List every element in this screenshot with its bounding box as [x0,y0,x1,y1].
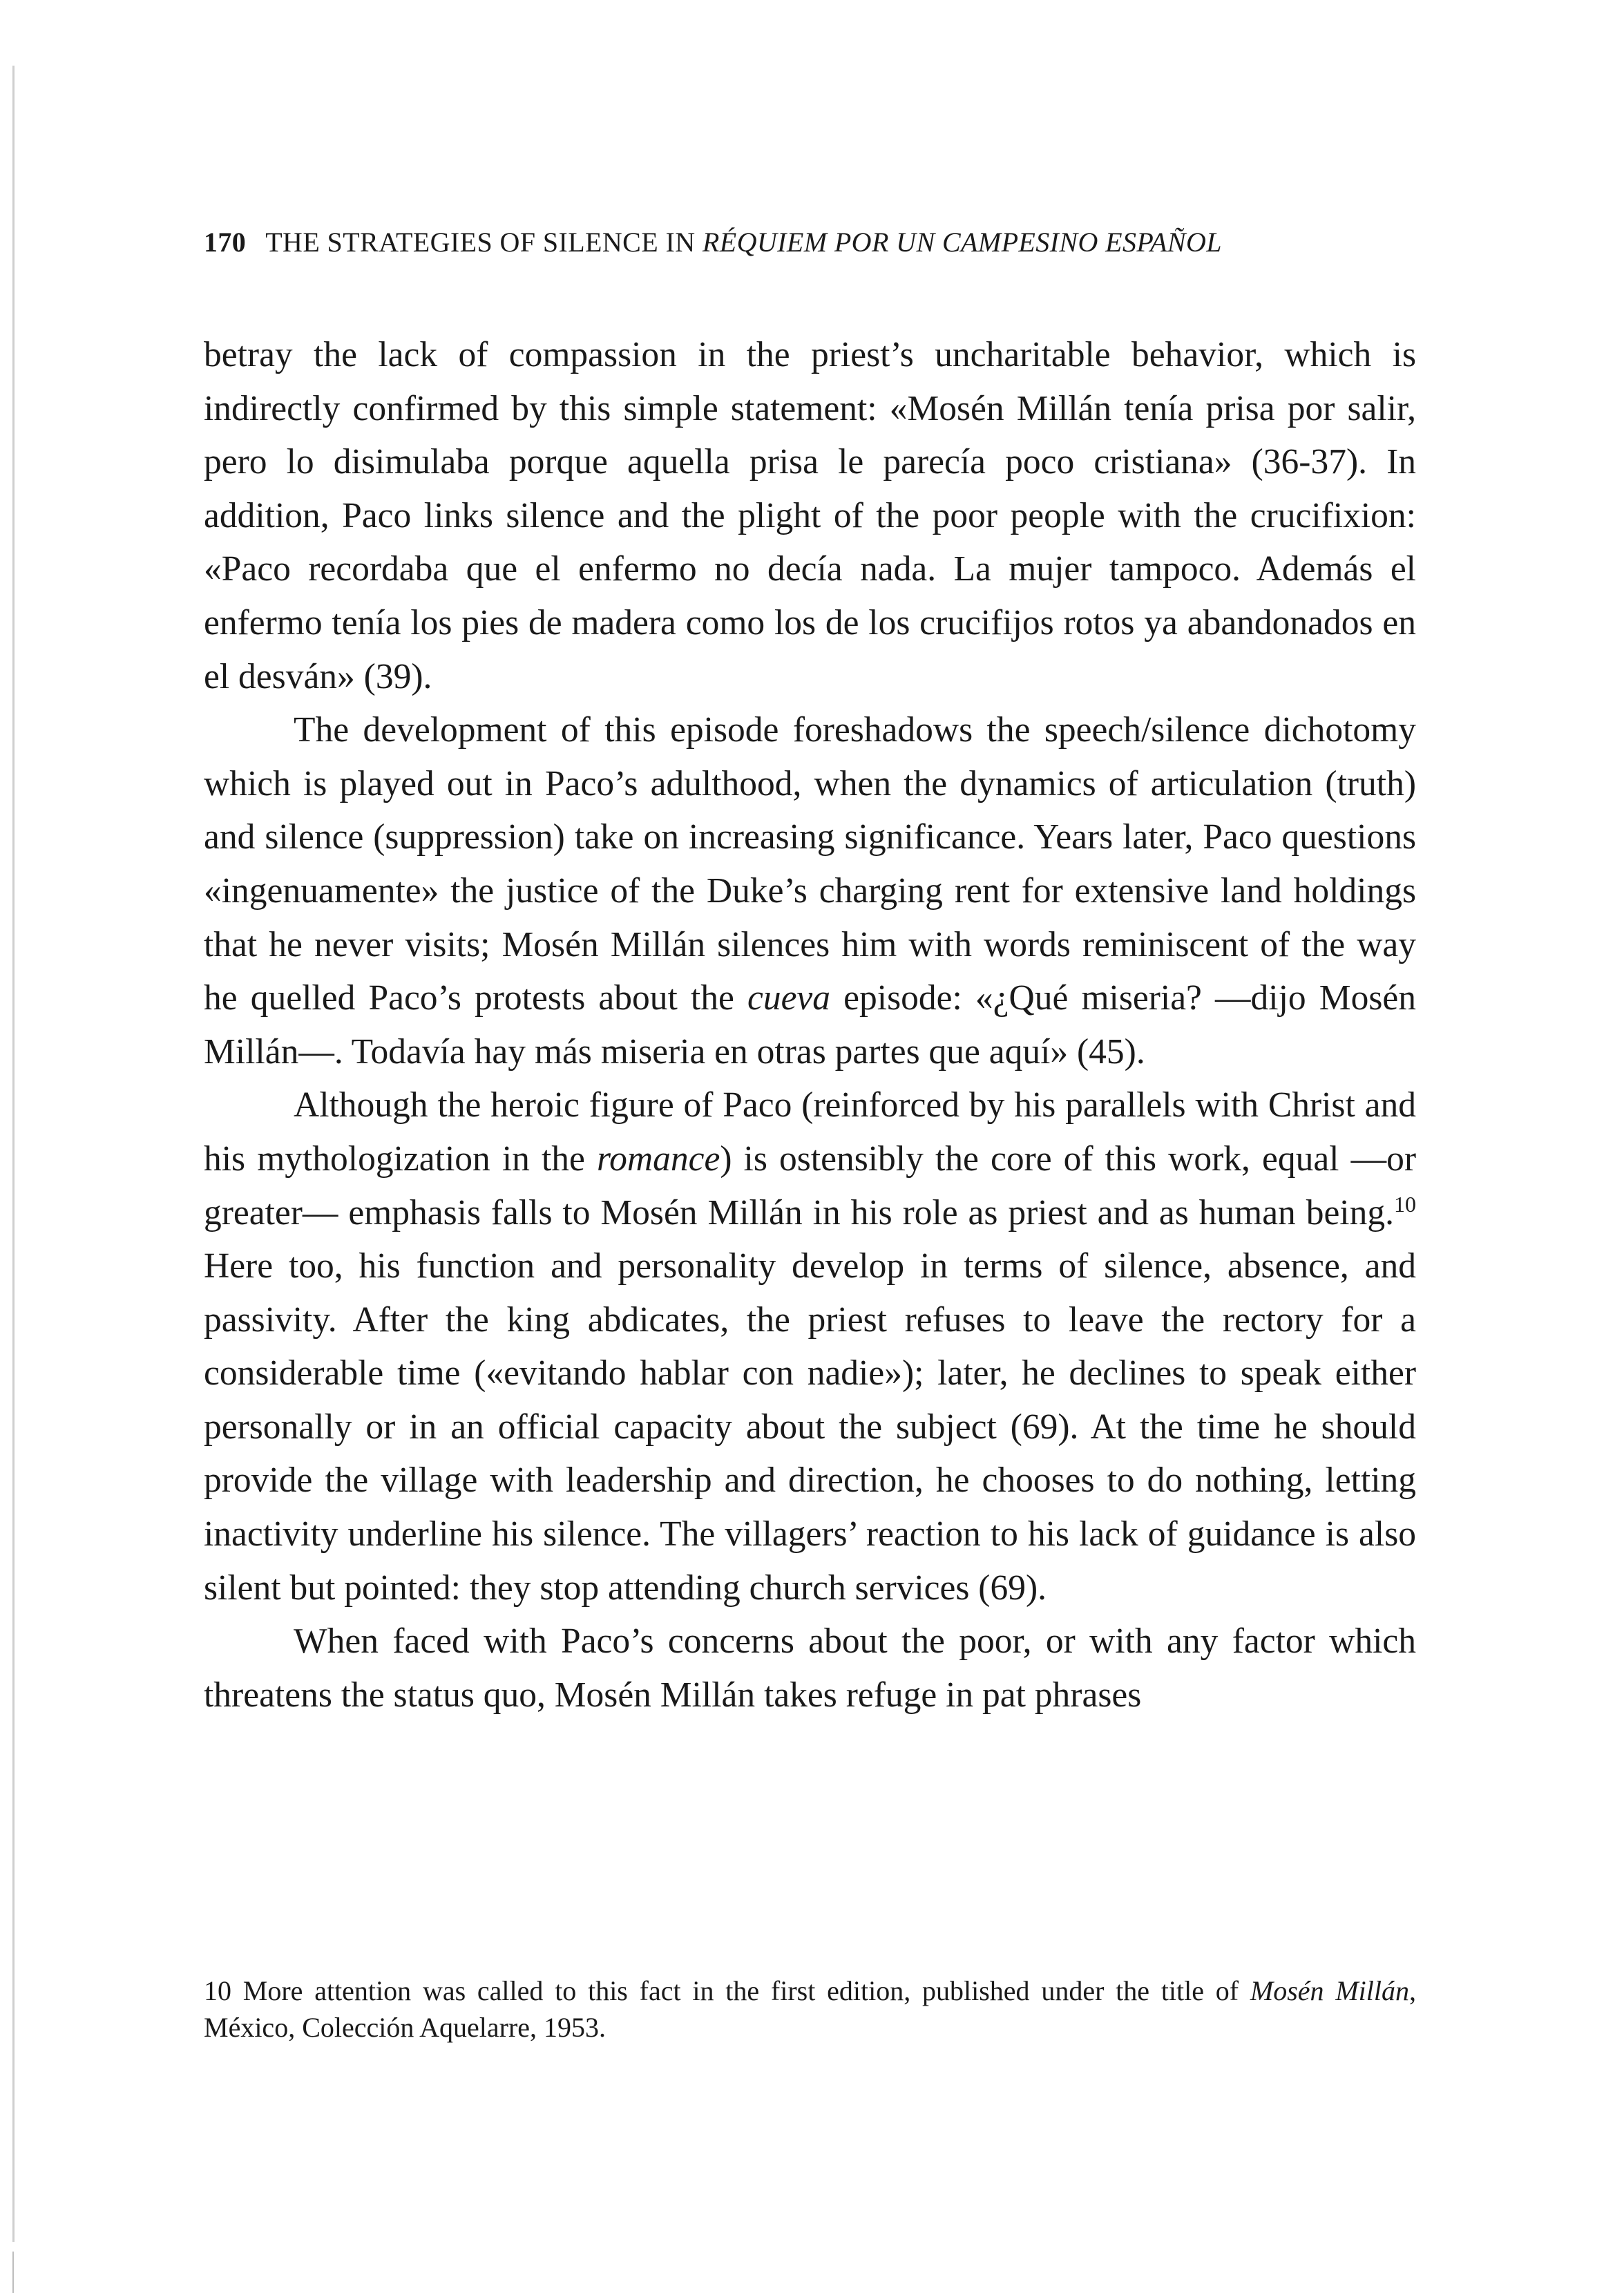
paragraph-3-text-b: ) is ostensibly the core of this work, equal —or greater— emphasis falls to Mosén Millán in his role as priest and as human being. [204,1139,1416,1233]
running-head-title: THE STRATEGIES OF SILENCE IN [265,227,703,258]
footnote-number: 10 [204,1975,231,2006]
running-head [204,225,1426,260]
main-text [204,328,1416,1722]
paragraph-3-text-c: Here too, his function and personality develop in terms of silence, absence, and passivity. After the king abdicates, the priest refuses to leave the rectory for a considerable time («evitando hablar con nadie»); later, he declines to speak either personally or in an official capacity about the subject (69). At the time he should provide the village with leadership and direction, he chooses to do nothing, letting inactivity underline his silence. The villagers’ reaction to his lack of guidance is also silent but pointed: they stop attending church services (69). [204,1246,1416,1608]
scan-page-edge-bottom [12,2252,14,2293]
paragraph-2 [204,703,1416,1078]
paragraph-3-italic: romance [597,1139,720,1179]
paragraph-3-text-a: Although the heroic figure of Paco (reinforced by his parallels with Christ and his mythologization in the [204,1085,1416,1179]
paragraph-4: When faced with Paco’s concerns about the poor, or with any factor which threatens the status quo, Mosén Millán takes refuge in pat phrases [204,1621,1416,1715]
paragraph-2-text-b: episode: «¿Qué miseria? —dijo Mosén Millán—. Todavía hay más miseria en otras partes que aquí» (45). [204,978,1416,1072]
running-head-title-italic: RÉQUIEM POR UN CAMPESINO ESPAÑOL [702,227,1222,258]
footnote-reference[interactable]: 10 [1394,1191,1416,1217]
footnote [204,1972,1416,2046]
footnote-italic: Mosén Millán [1250,1975,1409,2006]
scan-page-edge [12,66,15,2242]
paragraph-2-text-a: The development of this episode foreshadows the speech/silence dichotomy which is played out in Paco’s adulthood, when the dynamics of articulation (truth) and silence (suppression) take on increasing significance. Years later, Paco questions «ingenuamente» the justice of the Duke’s charging rent for extensive land holdings that he never visits; Mosén Millán silences him with words reminiscent of the way he quelled Paco’s protests about the [204,710,1416,1018]
paragraph-1: betray the lack of compassion in the priest’s uncharitable behavior, which is indirectly confirmed by this simple statement: «Mosén Millán tenía prisa por salir, pero lo disimulaba porque aquella prisa le parecía poco cristiana» (36-37). In addition, Paco links silence and the plight of the poor people with the crucifixion: «Paco recordaba que el enfermo no decía nada. La mujer tampoco. Además el enfermo tenía los pies de madera como los de los crucifijos rotos ya abandonados en el desván» (39). [204,335,1416,696]
page-number: 170 [204,227,247,258]
footnote-text-b: , México, Colección Aquelarre, 1953. [204,1975,1416,2043]
paragraph-3 [204,1078,1416,1615]
footnote-text-a: More attention was called to this fact in the first edition, published under the title of [231,1975,1250,2006]
paragraph-2-italic: cueva [747,978,831,1018]
